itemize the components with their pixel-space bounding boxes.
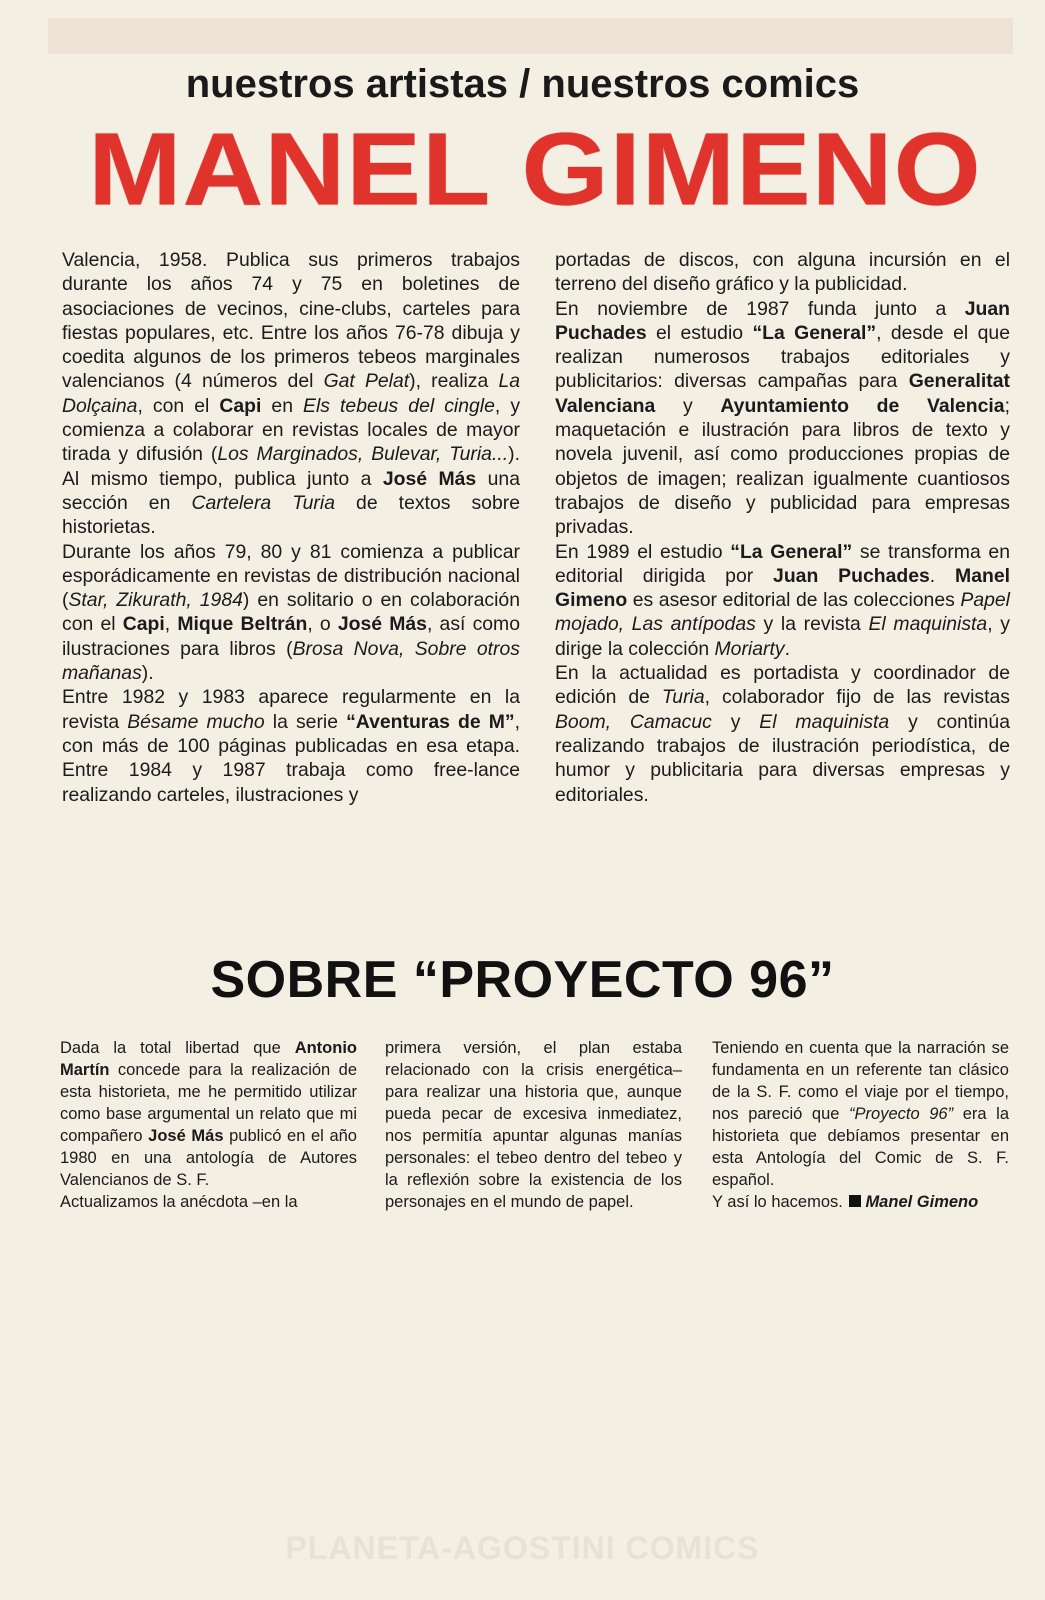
text-run: Actualizamos la anécdota –en la: [60, 1193, 298, 1211]
text-run: el estudio: [646, 321, 753, 344]
end-square-icon: [849, 1195, 861, 1207]
emphasis-text: Los Marginados, Bulevar, Turia...: [217, 443, 509, 466]
emphasis-text: Papel mojado, Las antípodas: [555, 589, 1010, 636]
section-kicker: nuestros artistas / nuestros comics: [185, 62, 860, 106]
text-run: Teniendo en cuenta que la narración se fundamenta en un referente tan clásico de la S. F. como el viaje por el tiempo, nos pareció que: [712, 1039, 1009, 1123]
emphasis-text: Cartelera Turia: [191, 491, 335, 514]
text-run: concede para la realización de esta historieta, me he permitido utilizar como base argumental un relato que mi compañero: [60, 1061, 357, 1145]
emphasis-text: “La General”: [752, 321, 877, 344]
emphasis-text: Capi: [122, 613, 165, 636]
section-title: SOBRE “PROYECTO 96”: [210, 951, 835, 1009]
text-run: Valencia, 1958. Publica sus primeros trabajos durante los años 74 y 75 en boletines de asociaciones de vecinos, cine-clubs, carteles para fiestas populares, etc. Entre los años 76-78 dibuja y coedita algunos de los primeros tebeos marginales valencianos (4 números del: [62, 249, 520, 393]
emphasis-text: Boom, Camacuc: [555, 710, 712, 733]
text-run: , o: [307, 613, 338, 636]
paragraph: [60, 1037, 357, 1191]
paragraph: [712, 1037, 1009, 1191]
text-run: una sección en: [62, 467, 520, 514]
proyecto-column-2: [385, 1037, 682, 1213]
emphasis-text: Manel Gimeno: [865, 1193, 979, 1211]
paragraph: [385, 1037, 682, 1213]
text-run: la serie: [264, 710, 347, 733]
text-run: primera versión, el plan estaba relacionado con la crisis energética– para realizar una historia que, aunque pueda pecar de excesiva inmediatez, nos permitía apuntar algunas manías personales: el tebeo dentro del tebeo y la reflexión sobre la existencia de los personajes en el mundo de papel.: [385, 1039, 682, 1211]
emphasis-text: Manel Gimeno: [555, 564, 1010, 612]
artist-name-title: MANEL GIMENO: [88, 111, 982, 227]
text-run: , desde el que realizan numerosos trabajos editoriales y publicitarios: diversas campañas para: [555, 321, 1010, 393]
emphasis-text: Brosa Nova, Sobre otros mañanas: [62, 637, 520, 685]
text-run: ; maquetación e ilustración para libros de texto y novela juvenil, así como producciones propias de objetos de imagen; realizan igualmente cuantiosos trabajos de diseño y publicidad para empresas privadas.: [555, 394, 1010, 539]
emphasis-text: El maquinista: [759, 710, 890, 733]
paragraph: [62, 685, 520, 806]
text-run: portadas de discos, con alguna incursión en el terreno del diseño gráfico y la publicidad.: [555, 249, 1010, 296]
emphasis-text: Ayuntamiento de Valencia: [720, 394, 1005, 417]
emphasis-text: Juan Puchades: [555, 297, 1010, 344]
text-run: ).: [141, 662, 154, 685]
emphasis-text: José Más: [337, 613, 427, 636]
emphasis-text: “La General”: [730, 540, 853, 563]
text-run: , así como ilustraciones para libros (: [62, 613, 520, 660]
text-run: , y dirige la colección: [555, 613, 1010, 660]
emphasis-text: Star, Zikurath, 1984: [68, 589, 243, 612]
text-run: ). Al mismo tiempo, publica junto a: [62, 443, 520, 490]
text-run: era la historieta que debíamos presentar en esta Antología del Comic de S. F. español.: [712, 1105, 1009, 1189]
emphasis-text: Capi: [219, 394, 262, 417]
text-run: ) en solitario o en colaboración con el: [62, 589, 520, 636]
paragraph: [555, 297, 1010, 540]
text-run: , y comienza a colaborar en revistas locales de mayor tirada y difusión (: [62, 394, 521, 466]
text-run: Entre 1982 y 1983 aparece regularmente en la revista: [62, 686, 520, 733]
text-run: , con el: [137, 394, 220, 417]
emphasis-text: “Proyecto 96”: [849, 1105, 954, 1123]
decorative-band: [48, 18, 1013, 54]
text-run: ), realiza: [409, 370, 499, 393]
text-run: Y así lo hacemos.: [712, 1193, 848, 1211]
text-run: En noviembre de 1987 funda junto a: [555, 297, 965, 320]
text-run: y: [655, 394, 721, 417]
bio-column-1: [62, 248, 520, 807]
text-run: Durante los años 79, 80 y 81 comienza a publicar esporádicamente en revistas de distribución nacional (: [62, 540, 520, 612]
faded-publisher-text: PLANETA-AGOSTINI COMICS: [285, 1530, 760, 1566]
paragraph: [555, 248, 1010, 297]
text-run: y: [711, 710, 760, 733]
text-run: y la revista: [755, 613, 869, 636]
text-run: Dada la total libertad que: [60, 1039, 295, 1057]
paragraph: [555, 540, 1010, 661]
emphasis-text: Moriarty: [714, 637, 785, 660]
emphasis-text: Mique Beltrán: [177, 613, 308, 636]
text-run: se transforma en editorial dirigida por: [555, 540, 1010, 587]
emphasis-text: José Más: [148, 1127, 224, 1145]
paragraph: [60, 1191, 357, 1213]
text-run: en: [261, 394, 304, 417]
emphasis-text: “Aventuras de M”: [346, 710, 515, 733]
text-run: En 1989 el estudio: [555, 540, 731, 563]
emphasis-text: José Más: [382, 467, 477, 490]
emphasis-text: Antonio Martín: [60, 1039, 357, 1079]
text-run: es asesor editorial de las colecciones: [627, 589, 961, 612]
bio-column-2: [555, 248, 1010, 807]
proyecto-column-1: [60, 1037, 357, 1213]
text-run: En la actualidad es portadista y coordinador de edición de: [555, 662, 1010, 709]
paragraph: [555, 661, 1010, 807]
emphasis-text: El maquinista: [868, 613, 988, 636]
paragraph: [62, 248, 520, 540]
emphasis-text: Generalitat Valenciana: [555, 370, 1010, 417]
emphasis-text: Gat Pelat: [323, 370, 410, 393]
emphasis-text: Els tebeus del cingle: [303, 394, 495, 417]
text-run: de textos sobre historietas.: [62, 491, 520, 539]
text-run: ,: [164, 613, 178, 636]
emphasis-text: Bésame mucho: [127, 710, 265, 733]
emphasis-text: Turia: [661, 686, 705, 709]
text-run: , colaborador fijo de las revistas: [704, 686, 1010, 709]
emphasis-text: Juan Puchades: [773, 564, 930, 587]
text-run: y continúa realizando trabajos de ilustración periodística, de humor y publicitaria para diversas empresas y editoriales.: [555, 710, 1010, 806]
paragraph: [62, 540, 520, 686]
text-run: .: [929, 564, 956, 587]
paragraph: [712, 1191, 1009, 1213]
proyecto-column-3: [712, 1037, 1009, 1213]
text-run: , con más de 100 páginas publicadas en esa etapa. Entre 1984 y 1987 trabaja como free-lance realizando carteles, ilustraciones y: [62, 710, 520, 806]
text-run: .: [784, 637, 790, 660]
text-run: publicó en el año 1980 en una antología de Autores Valencianos de S. F.: [60, 1127, 357, 1189]
emphasis-text: La Dolçaina: [62, 370, 521, 417]
